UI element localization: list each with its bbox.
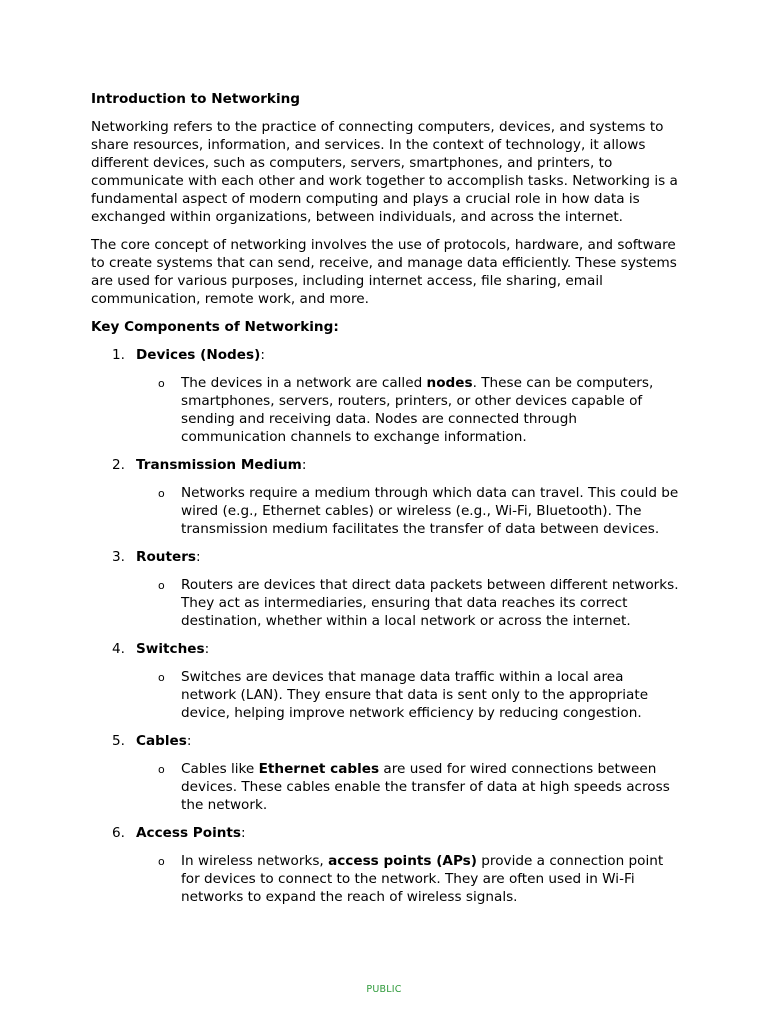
sub-text: Networks require a medium through which data can travel. This could be wired (e.g., Ethernet cables) or wireless (e.g., Wi-Fi, Bluetooth). The transmission medium facilitates the transfer of data between devices. [181, 485, 679, 537]
sub-bullet [136, 668, 681, 722]
item-number: 1. [112, 347, 125, 363]
item-heading [136, 346, 681, 364]
sub-text-bold: Ethernet cables [258, 761, 380, 777]
sub-text-pre: The devices in a network are called [181, 375, 427, 391]
section-heading: Key Components of Networking: [91, 319, 339, 335]
bullet-marker: o [158, 763, 165, 776]
item-heading-colon: : [204, 641, 210, 657]
sub-bullet [136, 576, 681, 630]
components-list [91, 346, 681, 906]
item-heading-label: Routers [136, 549, 196, 565]
item-number: 2. [112, 457, 125, 473]
item-heading-colon: : [196, 549, 201, 565]
bullet-marker: o [158, 377, 165, 390]
item-heading-colon: : [186, 733, 192, 749]
item-heading-colon: : [241, 825, 246, 841]
bullet-marker: o [158, 579, 165, 592]
sub-bullet [136, 852, 681, 906]
item-heading [136, 456, 681, 474]
item-heading [136, 824, 681, 842]
intro-paragraph-2: The core concept of networking involves the use of protocols, hardware, and software to create systems that can send, receive, and manage data efficiently. These systems are used for various purposes, including internet access, file sharing, email communication, remote work, and more. [91, 237, 677, 307]
item-heading-label: Cables [136, 733, 187, 749]
list-item [91, 640, 681, 722]
sub-text-pre: Cables like [181, 761, 259, 777]
item-number: 3. [112, 549, 125, 565]
sub-text-bold: access points (APs) [328, 853, 477, 869]
list-item [91, 346, 681, 446]
sub-text: Routers are devices that direct data packets between different networks. They act as intermediaries, ensuring that data reaches its correct destination, whether within a local network or across the internet. [181, 577, 679, 629]
item-heading-label: Access Points [136, 825, 241, 841]
document-title: Introduction to Networking [91, 91, 301, 107]
sub-text-post: are used for wired connections between devices. These cables enable the transfer of data at high speeds across the network. [181, 761, 670, 813]
sub-text: Switches are devices that manage data traffic within a local area network (LAN). They ensure that data is sent only to the appropriate device, helping improve network efficiency by reducing congestion. [181, 669, 649, 721]
classification-footer: PUBLIC [366, 984, 402, 995]
list-item [91, 732, 681, 814]
item-heading [136, 732, 681, 750]
list-item [91, 548, 681, 630]
list-item [91, 824, 681, 906]
intro-paragraph-1: Networking refers to the practice of connecting computers, devices, and systems to share resources, information, and services. In the context of technology, it allows different devices, such as computers, servers, smartphones, and printers, to communicate with each other and work together to accomplish tasks. Networking is a fundamental aspect of modern computing and plays a crucial role in how data is exchanged within organizations, between individuals, and across the internet. [91, 119, 678, 225]
sub-bullet [136, 374, 681, 446]
item-heading-colon: : [301, 457, 307, 473]
sub-text-post: provide a connection point for devices to connect to the network. They are often used in Wi-Fi networks to expand the reach of wireless signals. [181, 853, 664, 905]
sub-bullet [136, 484, 681, 538]
sub-text-pre: In wireless networks, [181, 853, 329, 869]
item-number: 4. [112, 641, 125, 657]
sub-text-bold: nodes [426, 375, 473, 391]
list-item [91, 456, 681, 538]
item-heading-label: Transmission Medium [136, 457, 302, 473]
sub-bullet [136, 760, 681, 814]
bullet-marker: o [158, 855, 165, 868]
item-number: 6. [112, 825, 125, 841]
item-heading-label: Devices (Nodes) [136, 347, 261, 363]
item-heading-colon: : [260, 347, 265, 363]
item-heading [136, 640, 681, 658]
item-heading-label: Switches [136, 641, 205, 657]
sub-text-post: . These can be computers, smartphones, servers, routers, printers, or other devices capable of sending and receiving data. Nodes are connected through communication channels to exchange information. [181, 375, 654, 445]
document-page [91, 90, 681, 916]
item-number: 5. [112, 733, 125, 749]
item-heading [136, 548, 681, 566]
bullet-marker: o [158, 487, 165, 500]
bullet-marker: o [158, 671, 165, 684]
